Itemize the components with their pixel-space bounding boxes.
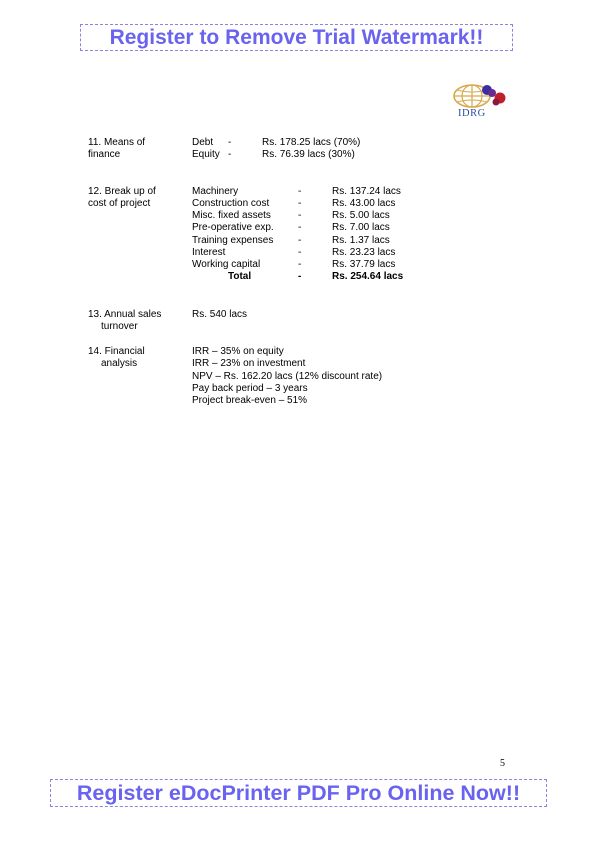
- section-11-label-line2: finance: [88, 149, 121, 160]
- cost-value: Rs. 23.23 lacs: [332, 247, 396, 258]
- means-value: Rs. 76.39 lacs (30%): [262, 149, 355, 160]
- cost-dash: -: [298, 198, 302, 209]
- cost-value: Rs. 37.79 lacs: [332, 259, 396, 270]
- cost-total-dash: -: [298, 271, 302, 282]
- section-13-label-line2: turnover: [101, 321, 138, 332]
- financial-line: IRR – 35% on equity: [192, 346, 284, 357]
- cost-item: Training expenses: [192, 235, 274, 246]
- section-12-label-line1: 12. Break up of: [88, 186, 156, 197]
- cost-value: Rs. 43.00 lacs: [332, 198, 396, 209]
- sales-value: Rs. 540 lacs: [192, 309, 248, 320]
- cost-dash: -: [298, 186, 302, 197]
- cost-value: Rs. 1.37 lacs: [332, 235, 390, 246]
- means-item: Debt: [192, 137, 214, 148]
- cost-item: Pre-operative exp.: [192, 222, 274, 233]
- cost-dash: -: [298, 247, 302, 258]
- means-value: Rs. 178.25 lacs (70%): [262, 137, 361, 148]
- cost-dash: -: [298, 222, 302, 233]
- section-14-label-line2: analysis: [101, 358, 138, 369]
- cost-item: Machinery: [192, 186, 239, 197]
- financial-line: Pay back period – 3 years: [192, 383, 308, 394]
- page-number: 5: [500, 758, 505, 769]
- cost-item: Interest: [192, 247, 226, 258]
- cost-item: Working capital: [192, 259, 261, 270]
- means-dash: -: [228, 137, 232, 148]
- cost-total-value: Rs. 254.64 lacs: [332, 271, 404, 282]
- trial-watermark-bottom: Register eDocPrinter PDF Pro Online Now!!: [50, 779, 547, 807]
- cost-item: Construction cost: [192, 198, 270, 209]
- cost-total-label: Total: [228, 271, 252, 282]
- financial-line: Project break-even – 51%: [192, 395, 308, 406]
- cost-value: Rs. 7.00 lacs: [332, 222, 390, 233]
- cost-dash: -: [298, 210, 302, 221]
- financial-line: NPV – Rs. 162.20 lacs (12% discount rate): [192, 371, 383, 382]
- means-dash: -: [228, 149, 232, 160]
- section-14-label-line1: 14. Financial: [88, 346, 145, 357]
- means-item: Equity: [192, 149, 220, 160]
- trial-watermark-top: Register to Remove Trial Watermark!!: [80, 24, 513, 51]
- financial-line: IRR – 23% on investment: [192, 358, 306, 369]
- section-11-label-line1: 11. Means of: [88, 137, 146, 148]
- logo-text: IDRG: [458, 108, 486, 119]
- section-12-label-line2: cost of project: [88, 198, 151, 209]
- cost-dash: -: [298, 259, 302, 270]
- cost-value: Rs. 5.00 lacs: [332, 210, 390, 221]
- cost-item: Misc. fixed assets: [192, 210, 271, 221]
- cost-value: Rs. 137.24 lacs: [332, 186, 401, 197]
- section-13-label-line1: 13. Annual sales: [88, 309, 162, 320]
- cost-dash: -: [298, 235, 302, 246]
